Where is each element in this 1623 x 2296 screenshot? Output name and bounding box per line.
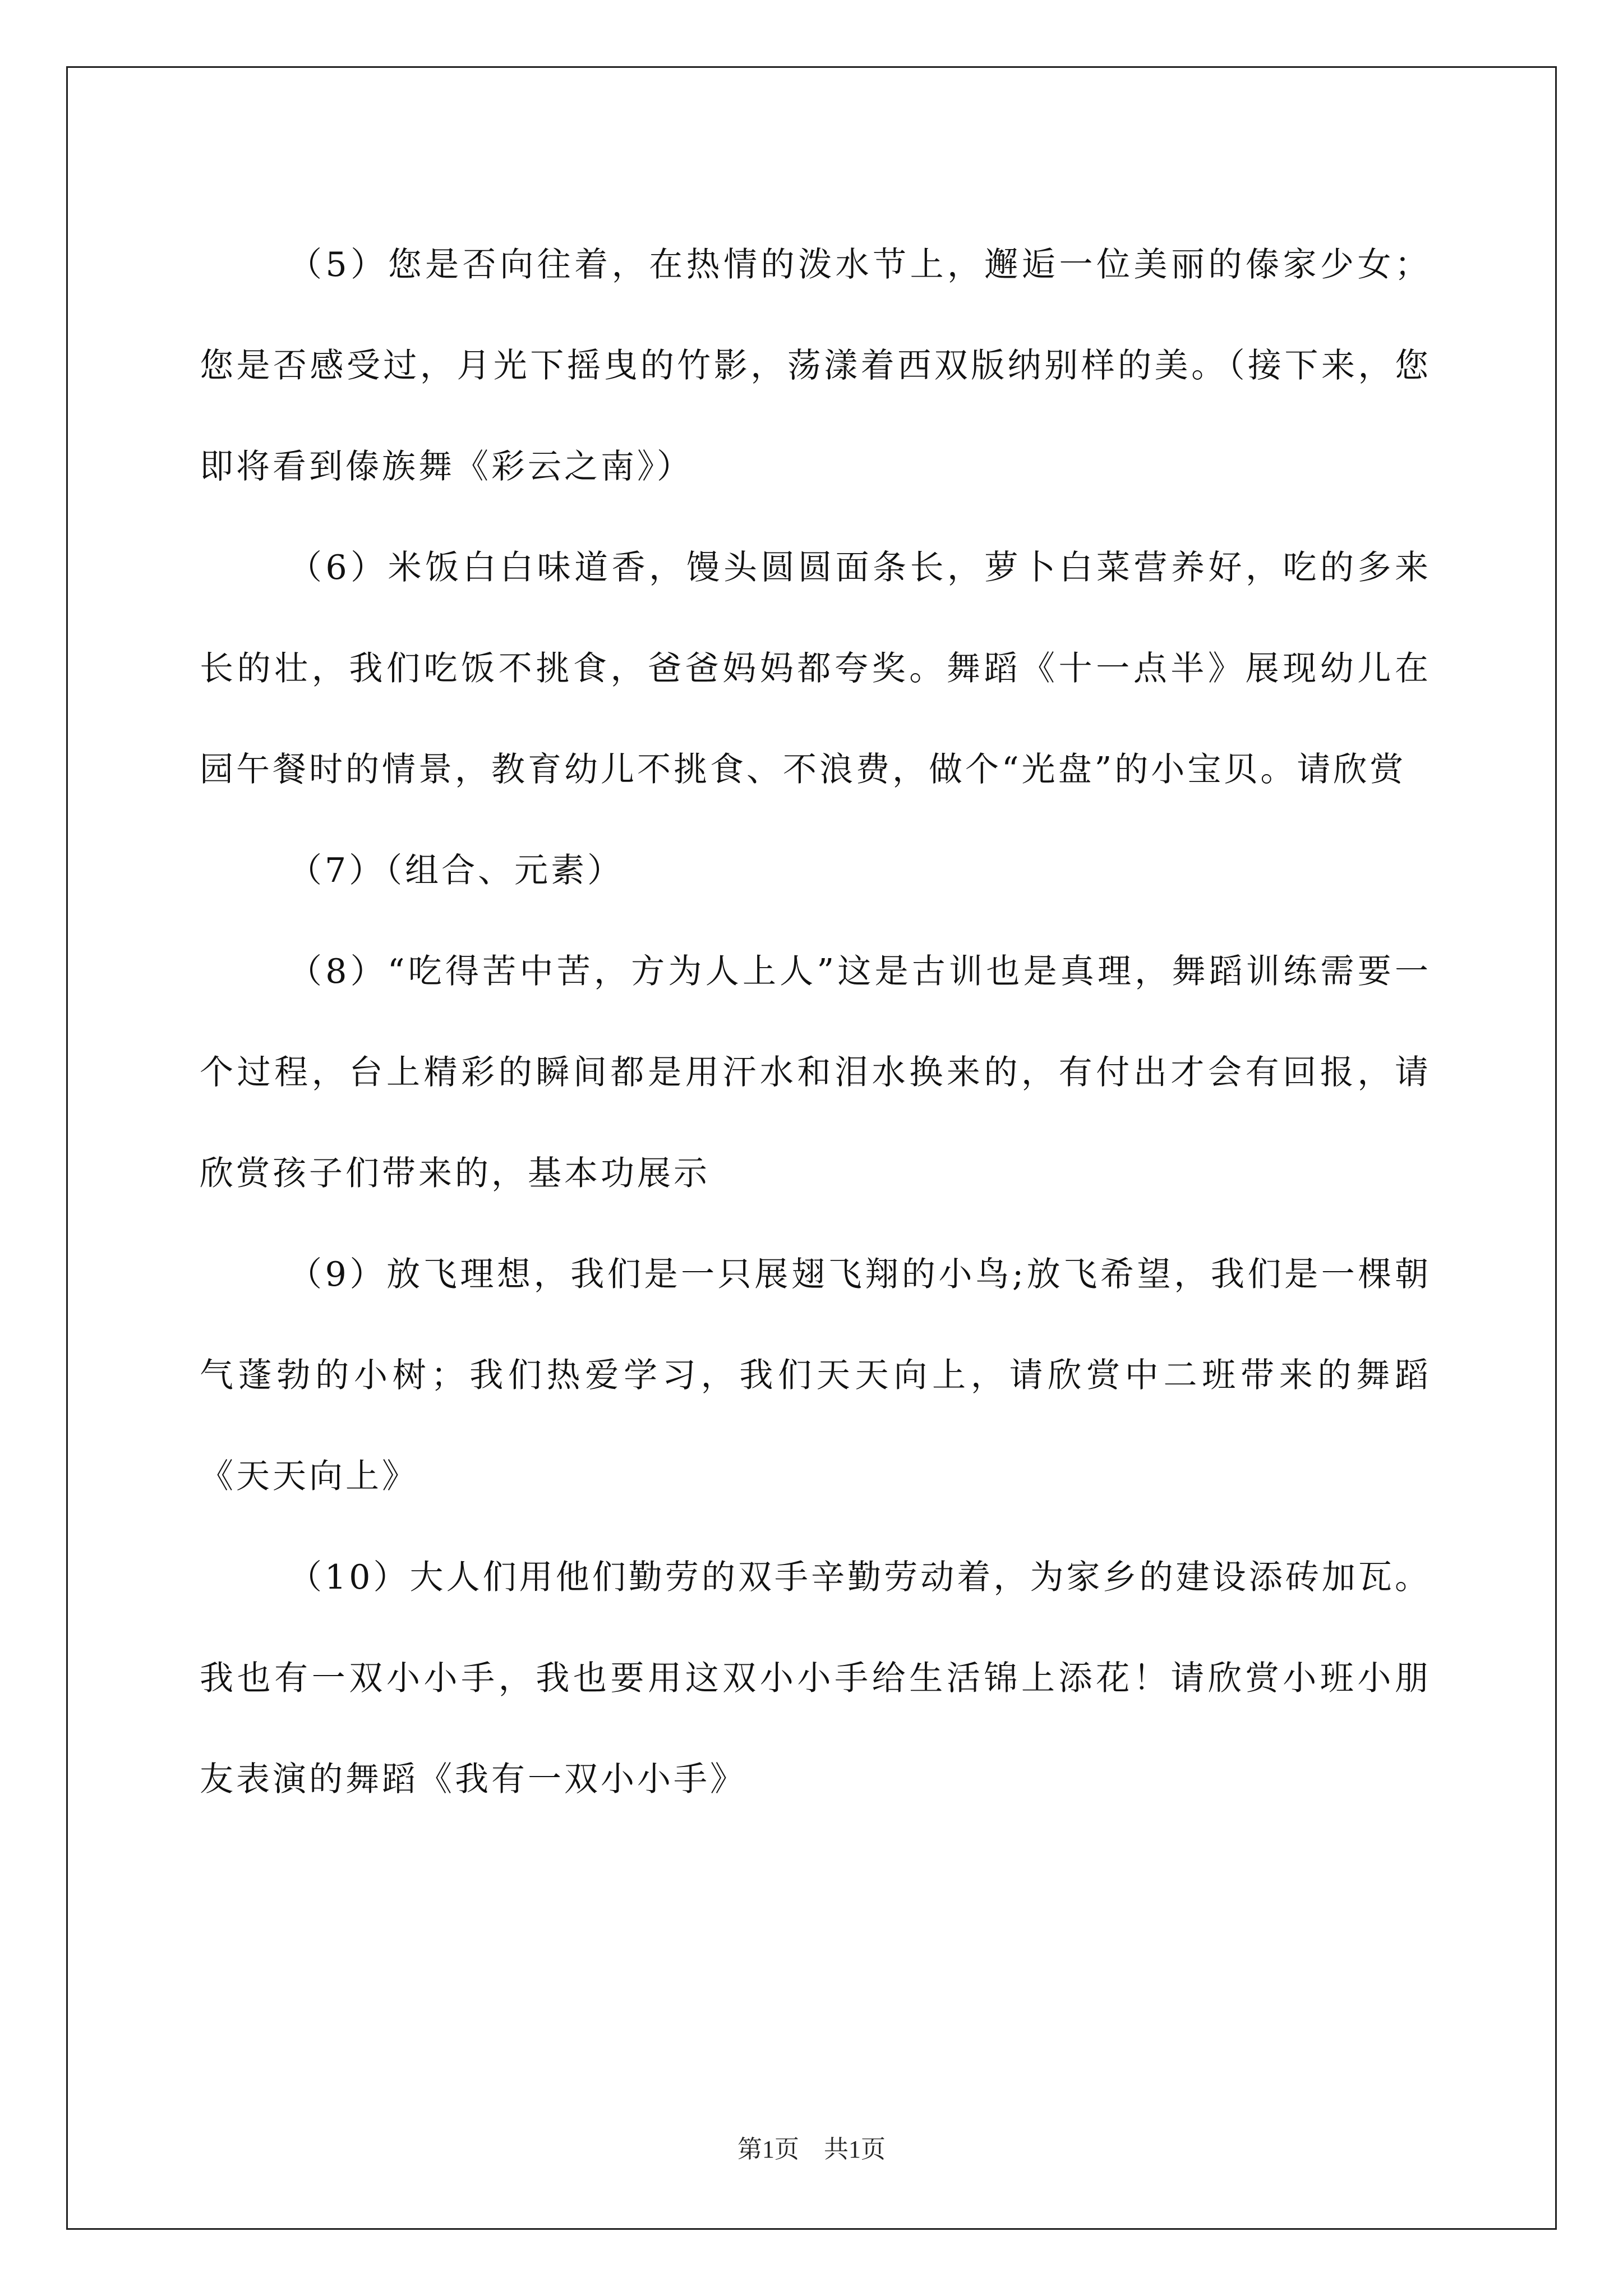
paragraph-8: （8）“吃得苦中苦，方为人上人”这是古训也是真理，舞蹈训练需要一个过程，台上精彩的瞬间都是用汗水和泪水换来的，有付出才会有回报，请欣赏孩子们带来的，基本功展示	[200, 952, 1431, 1193]
page-footer: 第1页 共1页	[737, 2136, 886, 2163]
document-body	[200, 214, 1431, 1830]
paragraph-5: （5）您是否向往着，在热情的泼水节上，邂逅一位美丽的傣家少女；您是否感受过，月光下摇曳的竹影，荡漾着西双版纳别样的美。（接下来，您即将看到傣族舞《彩云之南》）	[200, 245, 1431, 486]
paragraph-7: （7）（组合、元素）	[288, 851, 624, 890]
paragraph-6: （6）米饭白白味道香，馒头圆圆面条长，萝卜白菜营养好，吃的多来长的壮，我们吃饭不挑食，爸爸妈妈都夸奖。舞蹈《十一点半》展现幼儿在园午餐时的情景，教育幼儿不挑食、不浪费，做个“光盘”的小宝贝。请欣赏	[200, 548, 1431, 789]
paragraph-9: （9）放飞理想，我们是一只展翅飞翔的小鸟;放飞希望，我们是一棵朝气蓬勃的小树；我们热爱学习，我们天天向上，请欣赏中二班带来的舞蹈《天天向上》	[200, 1255, 1431, 1496]
paragraph-10: （10）大人们用他们勤劳的双手辛勤劳动着，为家乡的建设添砖加瓦。我也有一双小小手，我也要用这双小小手给生活锦上添花！请欣赏小班小朋友表演的舞蹈《我有一双小小手》	[200, 1558, 1431, 1799]
